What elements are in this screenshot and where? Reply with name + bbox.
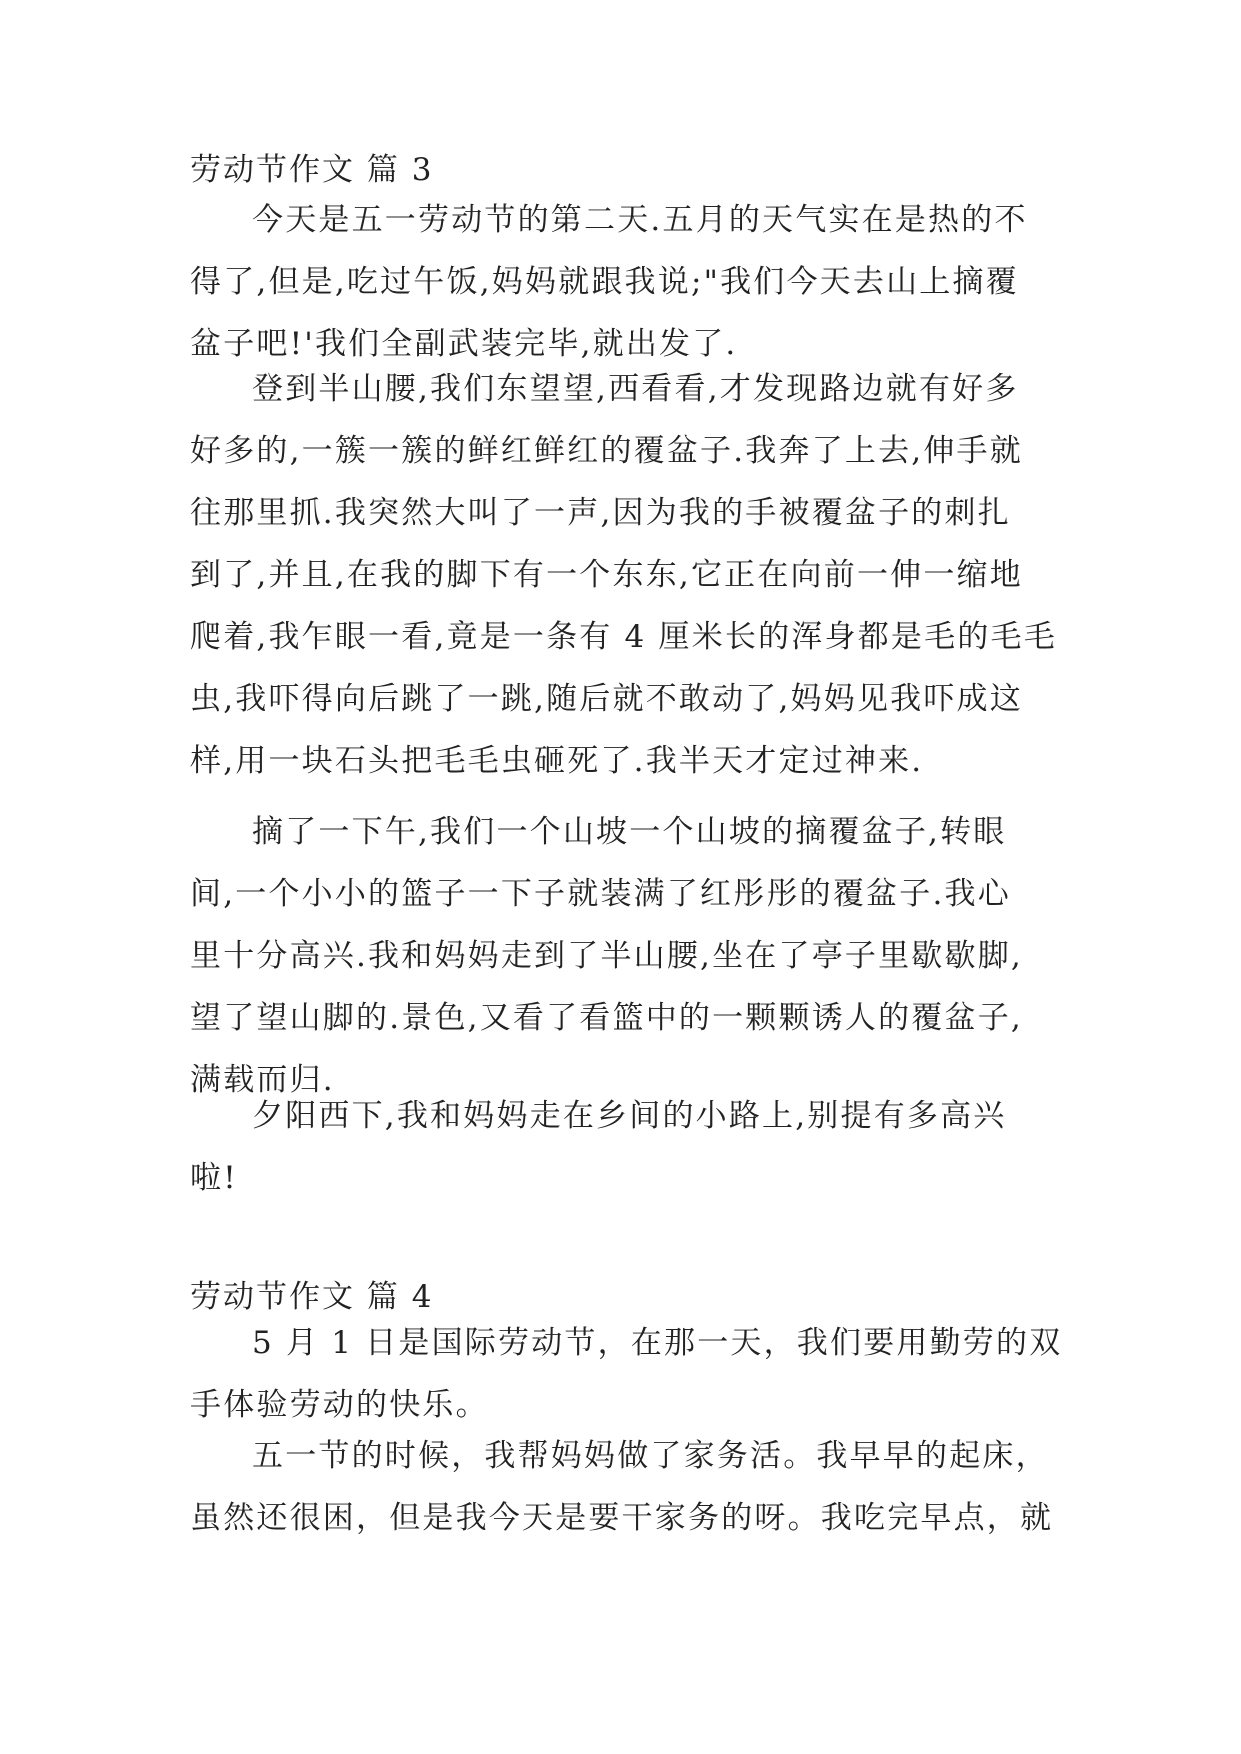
paragraph <box>190 189 1060 375</box>
text-line: 样,用一块石头把毛毛虫砸死了.我半天才定过神来. <box>190 743 924 779</box>
text-line: 里十分高兴.我和妈妈走到了半山腰,坐在了亭子里歇歇脚, <box>190 938 1023 974</box>
text-line: 摘了一下午,我们一个山坡一个山坡的摘覆盆子,转眼 <box>252 814 1007 850</box>
section-title: 劳动节作文 篇 4 <box>190 1279 434 1315</box>
text-line: 满载而归. <box>190 1062 335 1098</box>
paragraph <box>190 801 1060 1111</box>
paragraph <box>190 1085 1060 1209</box>
text-line: 今天是五一劳动节的第二天.五月的天气实在是热的不 <box>252 202 1028 238</box>
text-line: 到了,并且,在我的脚下有一个东东,它正在向前一伸一缩地 <box>190 557 1023 593</box>
section-title: 劳动节作文 篇 3 <box>190 152 434 188</box>
text-line: 啦! <box>190 1160 238 1196</box>
text-line: 爬着,我乍眼一看,竟是一条有 4 厘米长的浑身都是毛的毛毛 <box>190 619 1057 655</box>
text-line: 夕阳西下,我和妈妈走在乡间的小路上,别提有多高兴 <box>252 1098 1007 1134</box>
text-line: 登到半山腰,我们东望望,西看看,才发现路边就有好多 <box>252 371 1019 407</box>
text-line: 得了,但是,吃过午饭,妈妈就跟我说;"我们今天去山上摘覆 <box>190 264 1019 300</box>
text-line: 往那里抓.我突然大叫了一声,因为我的手被覆盆子的刺扎 <box>190 495 1011 531</box>
text-line: 间,一个小小的篮子一下子就装满了红彤彤的覆盆子.我心 <box>190 876 1011 912</box>
paragraph <box>190 1312 1063 1436</box>
text-line: 虽然还很困，但是我今天是要干家务的呀。我吃完早点，就 <box>190 1500 1054 1536</box>
paragraph <box>190 1425 1060 1549</box>
text-line: 手体验劳动的快乐。 <box>190 1387 489 1423</box>
text-line: 好多的,一簇一簇的鲜红鲜红的覆盆子.我奔了上去,伸手就 <box>190 433 1023 469</box>
text-line: 5 月 1 日是国际劳动节，在那一天，我们要用勤劳的双 <box>252 1325 1063 1361</box>
text-line: 虫,我吓得向后跳了一跳,随后就不敢动了,妈妈见我吓成这 <box>190 681 1023 717</box>
text-line: 五一节的时候，我帮妈妈做了家务活。我早早的起床， <box>252 1438 1049 1474</box>
text-line: 望了望山脚的.景色,又看了看篮中的一颗颗诱人的覆盆子, <box>190 1000 1023 1036</box>
paragraph <box>190 358 1060 792</box>
text-line: 盆子吧!'我们全副武装完毕,就出发了. <box>190 326 738 362</box>
